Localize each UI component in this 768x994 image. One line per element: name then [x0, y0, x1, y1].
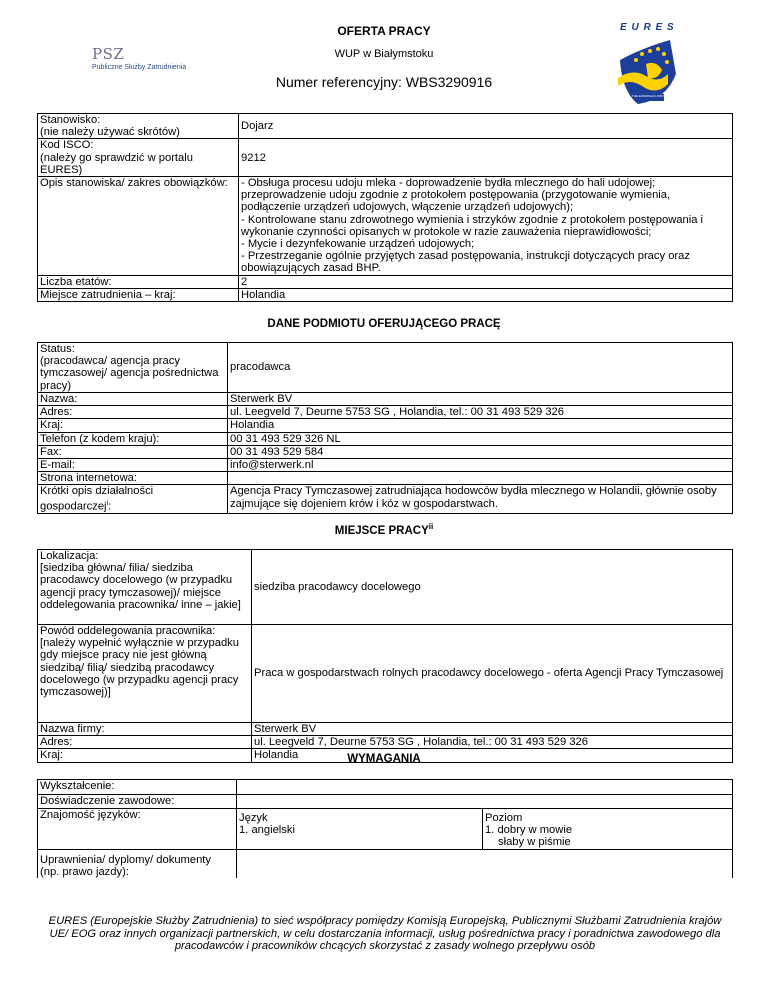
telefon-label: Telefon (z kodem kraju): [38, 432, 228, 445]
kraj-value: Holandia [228, 419, 733, 432]
requirements-heading: WYMAGANIA [347, 753, 421, 765]
isco-label: Kod ISCO: (należy go sprawdzić w portalu EURES) [38, 139, 239, 177]
eures-logo-text: E U R E S [620, 22, 675, 33]
poziom-header: Poziom [485, 812, 523, 824]
lokalizacja-label: Lokalizacja: [siedziba główna/ filia/ siedziba pracodawcy docelowego (w przypadku agencji pracy tymczasowej)/ miejsce oddelegowania pracownika/ inne – jakie] [38, 550, 252, 625]
table-row [38, 288, 733, 301]
employer-heading: DANE PODMIOTU OFERUJĄCEGO PRACĘ [267, 318, 501, 330]
www-label: Strona internetowa: [38, 472, 228, 485]
table-row [38, 393, 733, 406]
wyksztalcenie-label: Wykształcenie: [38, 780, 237, 795]
jezyk-cell [237, 809, 483, 850]
eures-logo [612, 22, 690, 106]
opis-value: - Obsługa procesu udoju mleka - doprowadzenie bydła mlecznego do hali udojowej; przeprowadzenie udoju zgodnie z protokołem postępowania (przygotowanie wymienia, podłączenie urządzeń udojowych, włączenie urządzeń udojowych); - Kontrolowane stanu zdrowotnego wymienia i strzyków zgodnie z protokołem postępowania i wykonanie czynności opisanych w protokole w razie zauważenia nieprawidłowości; - Mycie i dezynfekowanie urządzeń udojowych; - Przestrzeganie ogólnie przyjętych zasad postępowania, instrukcji dotyczących pracy oraz obowiązujących zasad BHP. [239, 177, 733, 276]
table-row [38, 432, 733, 445]
table-row [38, 419, 733, 432]
psz-logo-text: PSZ [92, 45, 125, 63]
jezyk-value: 1. angielski [239, 824, 295, 837]
fax-value: 00 31 493 529 584 [228, 445, 733, 458]
doswiadczenie-label: Doświadczenie zawodowe: [38, 795, 237, 809]
table-row [38, 139, 733, 177]
table-row [38, 809, 733, 850]
etaty-value: 2 [239, 275, 733, 288]
table-row [38, 406, 733, 419]
telefon-value: 00 31 493 529 326 NL [228, 432, 733, 445]
kraj-value: Holandia [252, 749, 733, 762]
dzialalnosc-label: Krótki opis działalności gospodarczej$^i$: [38, 485, 228, 513]
kraj-label: Kraj: [38, 419, 228, 432]
opis-label: Opis stanowiska/ zakres obowiązków: [38, 177, 239, 276]
footer-note: EURES (Europejskie Służby Zatrudnienia) to sieć współpracy pomiędzy Komisją Europejską, Publicznymi Służbami Zatrudnienia krajów UE/ EOG oraz innych organizacji partnerskich, w celu dostarczania informacji, usług pośrednictwa pracy i poradnictwa zawodowego dla pracodawców i pracowników chcących skorzystać z zasady wolnego przepływu osób [48, 915, 722, 952]
powod-label: Powód oddelegowania pracownika: [należy wypełnić wyłącznie w przypadku gdy miejsce pracy nie jest główną siedzibą/ filią/ siedzibą pracodawcy docelowego (w przypadku agencji pracy tymczasowej)] [38, 625, 252, 723]
table-row [38, 795, 733, 809]
table-row [38, 780, 733, 795]
firma-value: Sterwerk BV [252, 723, 733, 736]
status-label: Status: (pracodawca/ agencja pracy tymczasowej/ agencja pośrednictwa pracy) [38, 343, 228, 393]
office-name: WUP w Białymstoku [334, 48, 434, 60]
table-row [38, 736, 733, 749]
table-row [38, 275, 733, 288]
dzialalnosc-value: Agencja Pracy Tymczasowej zatrudniająca hodowców bydła mlecznego w Holandii, głównie osoby zajmujące się dojeniem krów i kóz w gospodarstwach. [228, 485, 733, 513]
table-row [38, 472, 733, 485]
reference-number: Numer referencyjny: WBS3290916 [275, 74, 493, 90]
kraj-value: Holandia [239, 288, 733, 301]
doswiadczenie-value [237, 795, 733, 809]
table-row [38, 723, 733, 736]
fax-label: Fax: [38, 445, 228, 458]
www-value [228, 472, 733, 485]
psz-logo [92, 45, 186, 71]
stanowisko-value: Dojarz [239, 114, 733, 139]
table-row [38, 485, 733, 513]
nazwa-value: Sterwerk BV [228, 393, 733, 406]
employer-table [37, 342, 733, 514]
table-row [38, 343, 733, 393]
table-row [38, 177, 733, 276]
poziom-cell [483, 809, 733, 850]
uprawnienia-value [237, 850, 733, 879]
jezyk-header: Język [239, 812, 268, 824]
workplace-heading: MIEJSCE PRACY$^{ii}$ [334, 522, 434, 537]
email-label: E-mail: [38, 459, 228, 472]
adres-label: Adres: [38, 406, 228, 419]
powod-value: Praca w gospodarstwach rolnych pracodawcy docelowego - oferta Agencji Pracy Tymczasowej [252, 625, 733, 723]
psz-logo-subtitle: Publiczne Służby Zatrudnienia [92, 64, 187, 71]
workplace-table [37, 549, 733, 763]
isco-value: 9212 [239, 139, 733, 177]
poziom-value-2: słaby w piśmie [498, 836, 571, 849]
table-row [38, 114, 733, 139]
table-row [38, 850, 733, 879]
kraj-label: Kraj: [38, 749, 252, 762]
requirements-table [37, 779, 733, 878]
job-table [37, 113, 733, 302]
uprawnienia-label: Uprawnienia/ dyplomy/ dokumenty (np. prawo jazdy): [38, 850, 237, 879]
nazwa-label: Nazwa: [38, 393, 228, 406]
lokalizacja-value: siedziba pracodawcy docelowego [252, 550, 733, 625]
table-row [38, 445, 733, 458]
status-value: pracodawca [228, 343, 733, 393]
jezyki-label: Znajomość języków: [38, 809, 237, 850]
adres-label: Adres: [38, 736, 252, 749]
firma-label: Nazwa firmy: [38, 723, 252, 736]
poziom-value-1: 1. dobry w mowie [485, 824, 573, 837]
adres-value: ul. Leegveld 7, Deurne 5753 SG , Holandia, tel.: 00 31 493 529 326 [252, 736, 733, 749]
kraj-label: Miejsce zatrudnienia – kraj: [38, 288, 239, 301]
document-title: OFERTA PRACY [337, 24, 431, 38]
table-row [38, 550, 733, 625]
email-value[interactable]: info@sterwerk.nl [228, 459, 733, 472]
wyksztalcenie-value [237, 780, 733, 795]
etaty-label: Liczba etatów: [38, 275, 239, 288]
eures-logo-caption: THE EUROPEAN JOB MOBILITY PORTAL [632, 94, 690, 98]
table-row [38, 459, 733, 472]
adres-value: ul. Leegveld 7, Deurne 5753 SG , Holandia, tel.: 00 31 493 529 326 [228, 406, 733, 419]
table-row [38, 625, 733, 723]
stanowisko-label: Stanowisko: (nie należy używać skrótów) [38, 114, 239, 139]
